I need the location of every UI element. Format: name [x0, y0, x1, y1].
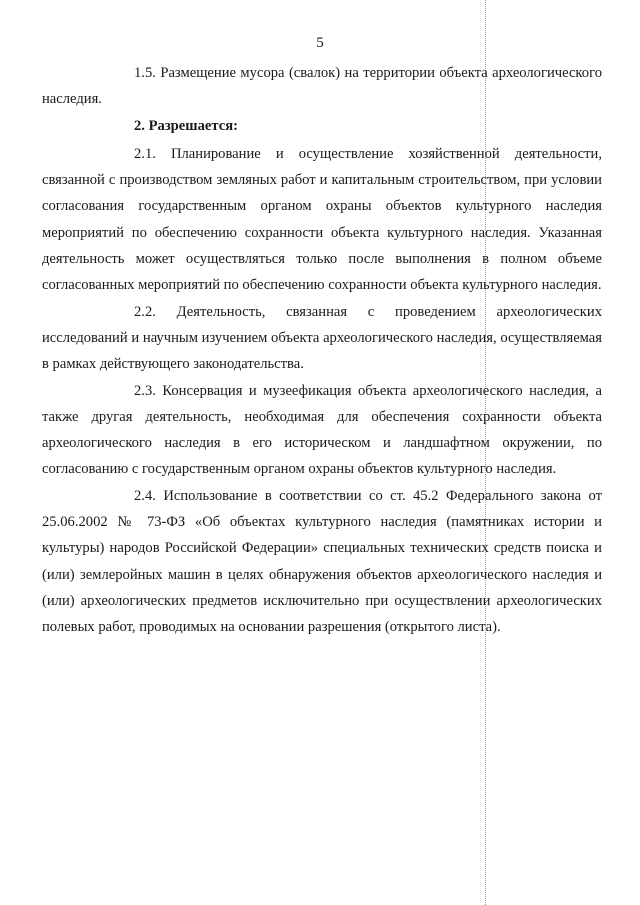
paragraph-2-2 — [42, 299, 602, 378]
paragraph-2-1 — [42, 141, 602, 299]
paragraph-text: Планирование и осуществление хозяйственной деятельности, связанной с производством земляных работ и капитальным строительством, при условии согласования государственным органом охраны объектов культурного наследия мероприятий по обеспечению сохранности объекта культурного наследия. Указанная деятельность может осуществляться только после выполнения в полном объеме согласованных мероприятий по обеспечению сохранности объекта культурного наследия. — [42, 145, 602, 294]
paragraph-number: 1.5. — [134, 65, 156, 81]
section-heading — [42, 113, 602, 139]
paragraph-text: Деятельность, связанная с проведением археологических исследований и научным изучением объекта археологического наследия, осуществляемая в рамках действующего законодательства. — [42, 303, 602, 373]
paragraph-1-5 — [42, 60, 602, 113]
paragraph-text: Консервация и музеефикация объекта археологического наследия, а также другая деятельность, необходимая для обеспечения сохранности объекта археологического наследия в его историческом и ландшафтном окружении, по согласованию с государственным органом охраны объектов культурного наследия. — [42, 382, 602, 478]
paragraph-2-4 — [42, 483, 602, 641]
page-number: 5 — [316, 35, 324, 51]
paragraph-number: 2.2. — [134, 303, 156, 320]
section-number: 2. — [134, 117, 145, 134]
section-title: Разрешается: — [148, 117, 238, 134]
document-body — [42, 60, 602, 641]
paragraph-text: Размещение мусора (свалок) на территории объекта археологического наследия. — [42, 65, 602, 108]
paragraph-text: Использование в соответствии со ст. 45.2 Федерального закона от 25.06.2002 № 73-ФЗ «Об объектах культурного наследия (памятниках истории и культуры) народов Российской Федерации» специальных технических средств поиска и (или) землеройных машин в целях обнаружения объектов археологического наследия и (или) археологических предметов исключительно при осуществлении археологических полевых работ, проводимых на основании разрешения (открытого листа). — [42, 487, 602, 636]
paragraph-number: 2.3. — [134, 382, 156, 399]
paragraph-number: 2.1. — [134, 145, 156, 162]
paragraph-number: 2.4. — [134, 487, 156, 504]
paragraph-2-3 — [42, 378, 602, 483]
